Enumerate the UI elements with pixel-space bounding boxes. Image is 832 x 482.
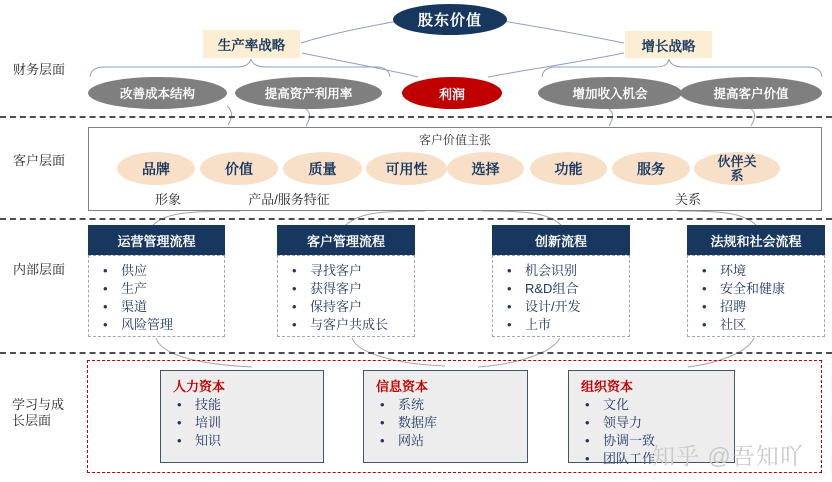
layer-label-internal: 内部层面 <box>13 262 66 277</box>
financial-node-revenue-opportunity: 增加收入机会 <box>538 77 682 109</box>
process-item: • 保持客户 <box>278 298 414 316</box>
financial-node-cost-structure: 改善成本结构 <box>88 77 227 109</box>
process-box-customer-management-body <box>277 255 415 337</box>
process-item: • R&D组合 <box>493 280 629 298</box>
customer-node-partnership-label: 伙伴关系 <box>717 153 757 183</box>
customer-node-partnership <box>694 152 780 185</box>
capital-item: • 知识 <box>169 432 315 450</box>
separator-financial-customer <box>0 116 832 118</box>
financial-node-profit: 利润 <box>402 77 502 109</box>
financial-node-asset-utilization: 提高资产利用率 <box>235 77 382 109</box>
layer-label-financial: 财务层面 <box>13 62 66 77</box>
separator-internal-learning <box>0 352 832 354</box>
customer-node-service: 服务 <box>612 152 690 185</box>
capital-box-organization-title: 组织资本 <box>581 379 634 394</box>
process-box-regulatory-social-body <box>687 255 825 337</box>
customer-node-selection: 选择 <box>447 152 524 185</box>
capital-item: • 数据库 <box>372 414 519 432</box>
capital-item: • 团队工作 <box>577 450 726 468</box>
process-box-innovation-body <box>492 255 630 337</box>
capital-box-information-title: 信息资本 <box>376 379 429 394</box>
process-item: • 环境 <box>688 262 824 280</box>
process-item: • 设计/开发 <box>493 298 629 316</box>
process-item: • 获得客户 <box>278 280 414 298</box>
layer-label-customer: 客户层面 <box>13 153 66 168</box>
process-box-operations <box>88 225 225 337</box>
process-item: • 风险管理 <box>89 316 224 334</box>
process-box-innovation <box>492 225 630 337</box>
process-item: • 寻找客户 <box>278 262 414 280</box>
process-item: • 与客户共成长 <box>278 316 414 334</box>
process-item: • 机会识别 <box>493 262 629 280</box>
customer-node-quality: 质量 <box>283 152 362 185</box>
shareholder-value-node: 股东价值 <box>393 4 507 35</box>
process-item: • 上市 <box>493 316 629 334</box>
process-box-regulatory-social <box>687 225 825 337</box>
capital-box-human <box>160 370 324 463</box>
capital-item: • 文化 <box>577 396 726 414</box>
process-box-operations-body <box>88 255 225 337</box>
customer-node-availability: 可用性 <box>366 152 447 185</box>
capital-item: • 领导力 <box>577 414 726 432</box>
process-box-regulatory-social-title: 法规和社会流程 <box>687 225 825 255</box>
customer-node-brand: 品牌 <box>117 152 195 185</box>
process-item: • 渠道 <box>89 298 224 316</box>
customer-note-image: 形象 <box>154 192 181 207</box>
customer-node-functionality: 功能 <box>530 152 607 185</box>
capital-item: • 系统 <box>372 396 519 414</box>
capital-item: • 培训 <box>169 414 315 432</box>
capital-item: • 技能 <box>169 396 315 414</box>
process-box-operations-title: 运营管理流程 <box>88 225 225 255</box>
separator-customer-internal <box>0 218 832 220</box>
process-box-customer-management <box>277 225 415 337</box>
process-item: • 生产 <box>89 280 224 298</box>
process-item: • 社区 <box>688 316 824 334</box>
layer-label-learning: 学习与成长层面 <box>12 397 65 428</box>
capital-item: • 网站 <box>372 432 519 450</box>
process-item: • 安全和健康 <box>688 280 824 298</box>
capital-box-human-title: 人力资本 <box>173 379 226 394</box>
process-box-innovation-title: 创新流程 <box>492 225 630 255</box>
customer-node-price: 价值 <box>200 152 278 185</box>
productivity-strategy-node: 生产率战略 <box>203 30 300 58</box>
zhihu-watermark: 知乎 @吾知吖 <box>652 443 804 469</box>
customer-note-relationship: 关系 <box>674 192 701 207</box>
capital-box-information <box>363 370 528 463</box>
customer-note-product-attributes: 产品/服务特征 <box>248 192 330 207</box>
process-box-customer-management-title: 客户管理流程 <box>277 225 415 255</box>
growth-strategy-node: 增长战略 <box>625 31 712 58</box>
capital-item: • 协调一致 <box>577 432 726 450</box>
process-item: • 招聘 <box>688 298 824 316</box>
process-item: • 供应 <box>89 262 224 280</box>
financial-node-customer-value: 提高客户价值 <box>680 77 822 109</box>
customer-value-proposition-title: 客户价值主张 <box>418 133 491 147</box>
